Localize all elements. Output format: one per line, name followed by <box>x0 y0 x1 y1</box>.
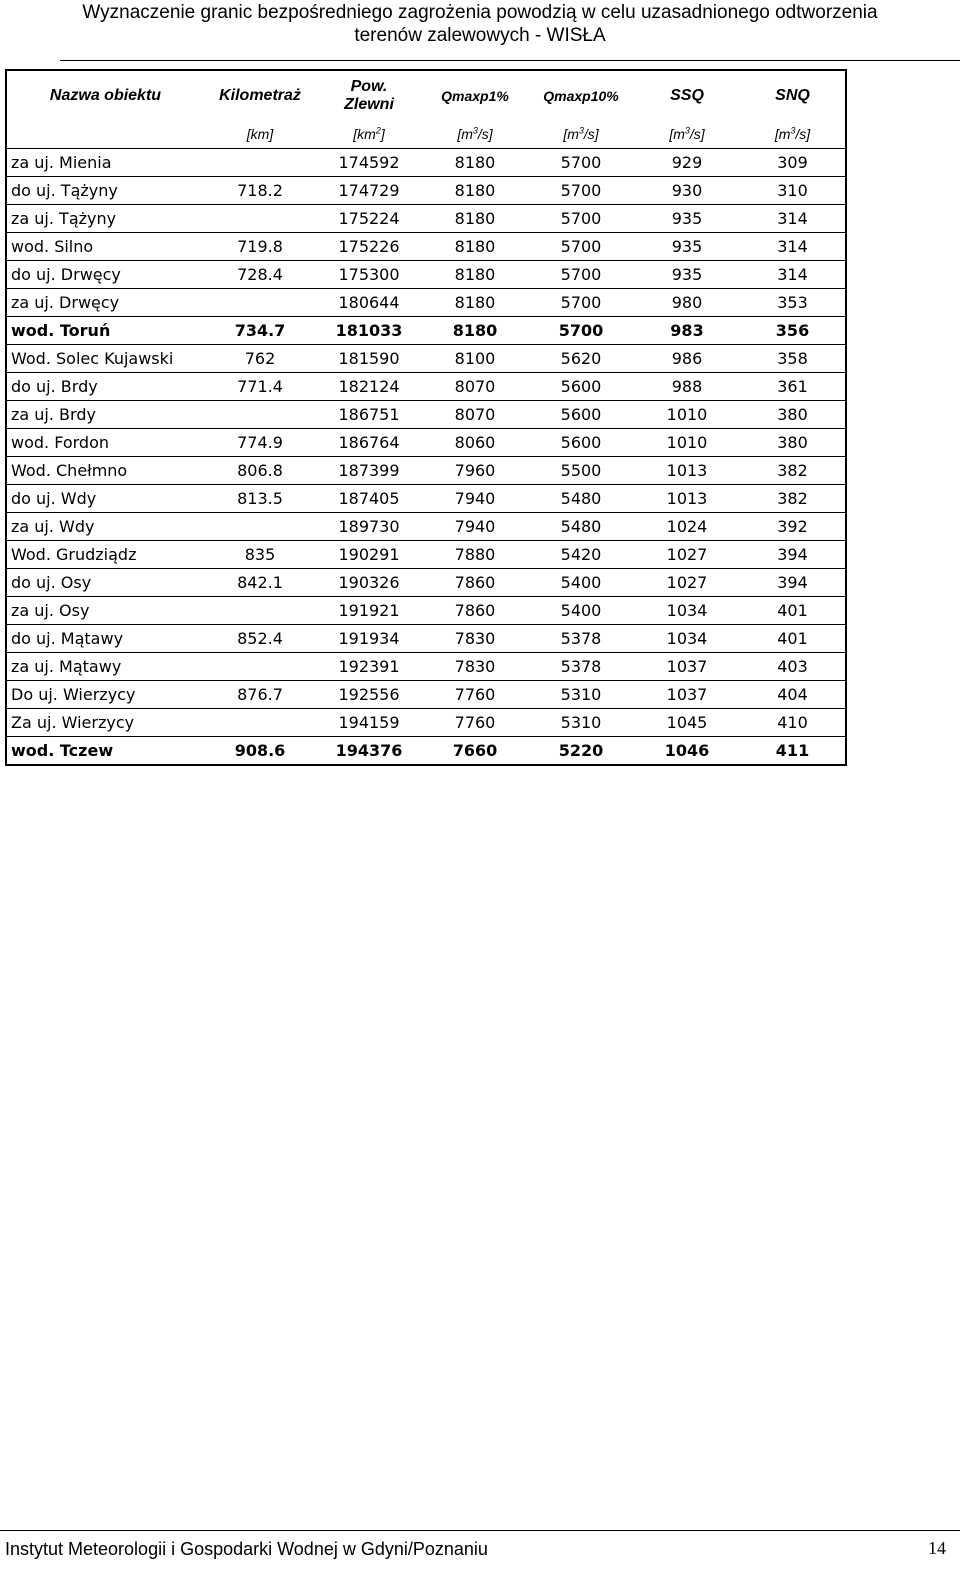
cell-km: 762 <box>204 345 316 373</box>
cell-name: do uj. Wdy <box>6 485 204 513</box>
unit-snq: $[m^3/s]$ <box>740 120 846 149</box>
cell-ssq: 1034 <box>634 625 740 653</box>
cell-area: 175300 <box>316 261 422 289</box>
cell-q10: 5400 <box>528 569 634 597</box>
cell-name: za uj. Brdy <box>6 401 204 429</box>
cell-q10: 5480 <box>528 513 634 541</box>
cell-snq: 411 <box>740 737 846 766</box>
cell-q10: 5700 <box>528 261 634 289</box>
cell-name: za uj. Mątawy <box>6 653 204 681</box>
cell-q1: 7880 <box>422 541 528 569</box>
cell-name: do uj. Tążyny <box>6 177 204 205</box>
unit-km: [km] <box>204 120 316 149</box>
cell-name: wod. Tczew <box>6 737 204 766</box>
table-row <box>6 401 846 429</box>
cell-km: 876.7 <box>204 681 316 709</box>
cell-km: 734.7 <box>204 317 316 345</box>
footer-institute: Instytut Meteorologii i Gospodarki Wodnej w Gdyni/Poznaniu <box>5 1539 488 1559</box>
cell-q1: 7760 <box>422 681 528 709</box>
cell-q10: 5700 <box>528 317 634 345</box>
column-header-q10: Qmaxp10% <box>528 70 634 120</box>
cell-q1: 8180 <box>422 233 528 261</box>
cell-ssq: 1027 <box>634 541 740 569</box>
flow-data-table <box>5 69 847 766</box>
cell-snq: 358 <box>740 345 846 373</box>
column-header-area-line1: Pow. <box>350 77 388 95</box>
table-row <box>6 317 846 345</box>
cell-area: 191921 <box>316 597 422 625</box>
cell-q10: 5420 <box>528 541 634 569</box>
table-row <box>6 457 846 485</box>
cell-ssq: 1027 <box>634 569 740 597</box>
table-row <box>6 485 846 513</box>
cell-area: 182124 <box>316 373 422 401</box>
cell-snq: 382 <box>740 457 846 485</box>
cell-q10: 5378 <box>528 625 634 653</box>
cell-ssq: 1046 <box>634 737 740 766</box>
column-header-area-line2: Zlewni <box>344 95 394 113</box>
cell-snq: 380 <box>740 401 846 429</box>
cell-ssq: 1034 <box>634 597 740 625</box>
cell-ssq: 930 <box>634 177 740 205</box>
cell-name: za uj. Wdy <box>6 513 204 541</box>
cell-q10: 5600 <box>528 373 634 401</box>
cell-q1: 8180 <box>422 205 528 233</box>
cell-q10: 5600 <box>528 401 634 429</box>
cell-q10: 5400 <box>528 597 634 625</box>
cell-name: do uj. Mątawy <box>6 625 204 653</box>
header-divider <box>60 60 960 61</box>
cell-area: 187399 <box>316 457 422 485</box>
header-title-line1: Wyznaczenie granic bezpośredniego zagrożenia powodzią w celu uzasadnionego odtworzenia <box>82 2 878 23</box>
cell-ssq: 1024 <box>634 513 740 541</box>
cell-q10: 5378 <box>528 653 634 681</box>
table-row <box>6 737 846 766</box>
cell-area: 190326 <box>316 569 422 597</box>
cell-area: 192391 <box>316 653 422 681</box>
table-row <box>6 625 846 653</box>
cell-q1: 7860 <box>422 597 528 625</box>
cell-name: za uj. Tążyny <box>6 205 204 233</box>
cell-q1: 8070 <box>422 373 528 401</box>
cell-area: 194376 <box>316 737 422 766</box>
cell-snq: 401 <box>740 625 846 653</box>
table-row <box>6 653 846 681</box>
cell-ssq: 980 <box>634 289 740 317</box>
cell-ssq: 983 <box>634 317 740 345</box>
cell-name: do uj. Osy <box>6 569 204 597</box>
table-row <box>6 261 846 289</box>
cell-km <box>204 205 316 233</box>
table-row <box>6 373 846 401</box>
cell-km <box>204 289 316 317</box>
cell-q10: 5700 <box>528 233 634 261</box>
cell-q1: 7960 <box>422 457 528 485</box>
cell-q1: 7860 <box>422 569 528 597</box>
cell-q1: 7830 <box>422 625 528 653</box>
cell-ssq: 1013 <box>634 457 740 485</box>
column-header-name: Nazwa obiektu <box>6 70 204 120</box>
cell-ssq: 935 <box>634 261 740 289</box>
cell-area: 175224 <box>316 205 422 233</box>
cell-snq: 380 <box>740 429 846 457</box>
cell-q1: 8180 <box>422 261 528 289</box>
cell-snq: 401 <box>740 597 846 625</box>
column-header-row <box>6 70 846 120</box>
cell-q1: 7940 <box>422 485 528 513</box>
cell-ssq: 1013 <box>634 485 740 513</box>
cell-km: 835 <box>204 541 316 569</box>
cell-area: 190291 <box>316 541 422 569</box>
cell-snq: 361 <box>740 373 846 401</box>
cell-area: 186764 <box>316 429 422 457</box>
page-number: 14 <box>928 1538 946 1558</box>
cell-km: 806.8 <box>204 457 316 485</box>
cell-area: 175226 <box>316 233 422 261</box>
cell-km: 908.6 <box>204 737 316 766</box>
cell-snq: 353 <box>740 289 846 317</box>
cell-name: Wod. Solec Kujawski <box>6 345 204 373</box>
cell-q10: 5500 <box>528 457 634 485</box>
unit-ssq: $[m^3/s]$ <box>634 120 740 149</box>
cell-q1: 7660 <box>422 737 528 766</box>
units-row <box>6 120 846 149</box>
table-row <box>6 513 846 541</box>
cell-ssq: 1037 <box>634 653 740 681</box>
cell-ssq: 1010 <box>634 429 740 457</box>
cell-name: wod. Silno <box>6 233 204 261</box>
cell-km: 718.2 <box>204 177 316 205</box>
cell-km: 771.4 <box>204 373 316 401</box>
cell-ssq: 935 <box>634 205 740 233</box>
table-row <box>6 149 846 177</box>
table-row <box>6 597 846 625</box>
cell-ssq: 988 <box>634 373 740 401</box>
cell-q10: 5310 <box>528 681 634 709</box>
cell-name: wod. Toruń <box>6 317 204 345</box>
cell-km <box>204 401 316 429</box>
cell-ssq: 929 <box>634 149 740 177</box>
table-row <box>6 289 846 317</box>
cell-km: 719.8 <box>204 233 316 261</box>
cell-q1: 7940 <box>422 513 528 541</box>
cell-q1: 7830 <box>422 653 528 681</box>
cell-snq: 394 <box>740 569 846 597</box>
cell-km <box>204 653 316 681</box>
table-row <box>6 681 846 709</box>
page-header <box>0 0 960 47</box>
cell-area: 186751 <box>316 401 422 429</box>
footer-divider <box>0 1530 960 1531</box>
table-row <box>6 177 846 205</box>
cell-snq: 356 <box>740 317 846 345</box>
cell-name: do uj. Brdy <box>6 373 204 401</box>
cell-km: 813.5 <box>204 485 316 513</box>
table-row <box>6 569 846 597</box>
unit-name <box>6 120 204 149</box>
cell-km: 774.9 <box>204 429 316 457</box>
cell-km <box>204 513 316 541</box>
table-row <box>6 205 846 233</box>
cell-snq: 309 <box>740 149 846 177</box>
header-title-line2: terenów zalewowych - WISŁA <box>354 25 606 46</box>
cell-area: 187405 <box>316 485 422 513</box>
unit-q10: $[m^3/s]$ <box>528 120 634 149</box>
table-row <box>6 233 846 261</box>
unit-area: $[km^2]$ <box>316 120 422 149</box>
cell-km: 852.4 <box>204 625 316 653</box>
cell-km <box>204 709 316 737</box>
cell-q10: 5220 <box>528 737 634 766</box>
cell-km: 728.4 <box>204 261 316 289</box>
table-body <box>6 149 846 766</box>
cell-name: Wod. Grudziądz <box>6 541 204 569</box>
cell-q10: 5700 <box>528 289 634 317</box>
cell-name: wod. Fordon <box>6 429 204 457</box>
cell-snq: 394 <box>740 541 846 569</box>
cell-ssq: 986 <box>634 345 740 373</box>
cell-area: 192556 <box>316 681 422 709</box>
cell-ssq: 1037 <box>634 681 740 709</box>
cell-ssq: 1045 <box>634 709 740 737</box>
cell-ssq: 1010 <box>634 401 740 429</box>
cell-name: za uj. Drwęcy <box>6 289 204 317</box>
table-row <box>6 429 846 457</box>
cell-q1: 8180 <box>422 289 528 317</box>
cell-q1: 8060 <box>422 429 528 457</box>
cell-area: 189730 <box>316 513 422 541</box>
table-row <box>6 709 846 737</box>
column-header-ssq: SSQ <box>634 70 740 120</box>
cell-q10: 5480 <box>528 485 634 513</box>
cell-km: 842.1 <box>204 569 316 597</box>
cell-q1: 7760 <box>422 709 528 737</box>
cell-km <box>204 597 316 625</box>
table-row <box>6 345 846 373</box>
cell-q10: 5700 <box>528 177 634 205</box>
cell-km <box>204 149 316 177</box>
cell-snq: 314 <box>740 261 846 289</box>
cell-area: 174592 <box>316 149 422 177</box>
cell-name: Do uj. Wierzycy <box>6 681 204 709</box>
cell-snq: 410 <box>740 709 846 737</box>
cell-q1: 8100 <box>422 345 528 373</box>
cell-q10: 5620 <box>528 345 634 373</box>
cell-name: za uj. Osy <box>6 597 204 625</box>
cell-name: do uj. Drwęcy <box>6 261 204 289</box>
cell-q10: 5700 <box>528 149 634 177</box>
cell-q10: 5600 <box>528 429 634 457</box>
column-header-km: Kilometraż <box>204 70 316 120</box>
cell-area: 180644 <box>316 289 422 317</box>
table-row <box>6 541 846 569</box>
cell-q1: 8180 <box>422 149 528 177</box>
cell-area: 181033 <box>316 317 422 345</box>
cell-q10: 5310 <box>528 709 634 737</box>
cell-area: 174729 <box>316 177 422 205</box>
cell-snq: 314 <box>740 233 846 261</box>
cell-snq: 314 <box>740 205 846 233</box>
cell-snq: 310 <box>740 177 846 205</box>
cell-name: Wod. Chełmno <box>6 457 204 485</box>
column-header-area <box>316 70 422 120</box>
cell-q1: 8180 <box>422 317 528 345</box>
cell-q1: 8180 <box>422 177 528 205</box>
unit-q1: $[m^3/s]$ <box>422 120 528 149</box>
cell-snq: 382 <box>740 485 846 513</box>
cell-q10: 5700 <box>528 205 634 233</box>
column-header-snq: SNQ <box>740 70 846 120</box>
cell-q1: 8070 <box>422 401 528 429</box>
cell-snq: 403 <box>740 653 846 681</box>
cell-area: 181590 <box>316 345 422 373</box>
cell-ssq: 935 <box>634 233 740 261</box>
cell-snq: 404 <box>740 681 846 709</box>
cell-name: za uj. Mienia <box>6 149 204 177</box>
cell-snq: 392 <box>740 513 846 541</box>
cell-area: 194159 <box>316 709 422 737</box>
cell-name: Za uj. Wierzycy <box>6 709 204 737</box>
column-header-q1: Qmaxp1% <box>422 70 528 120</box>
cell-area: 191934 <box>316 625 422 653</box>
